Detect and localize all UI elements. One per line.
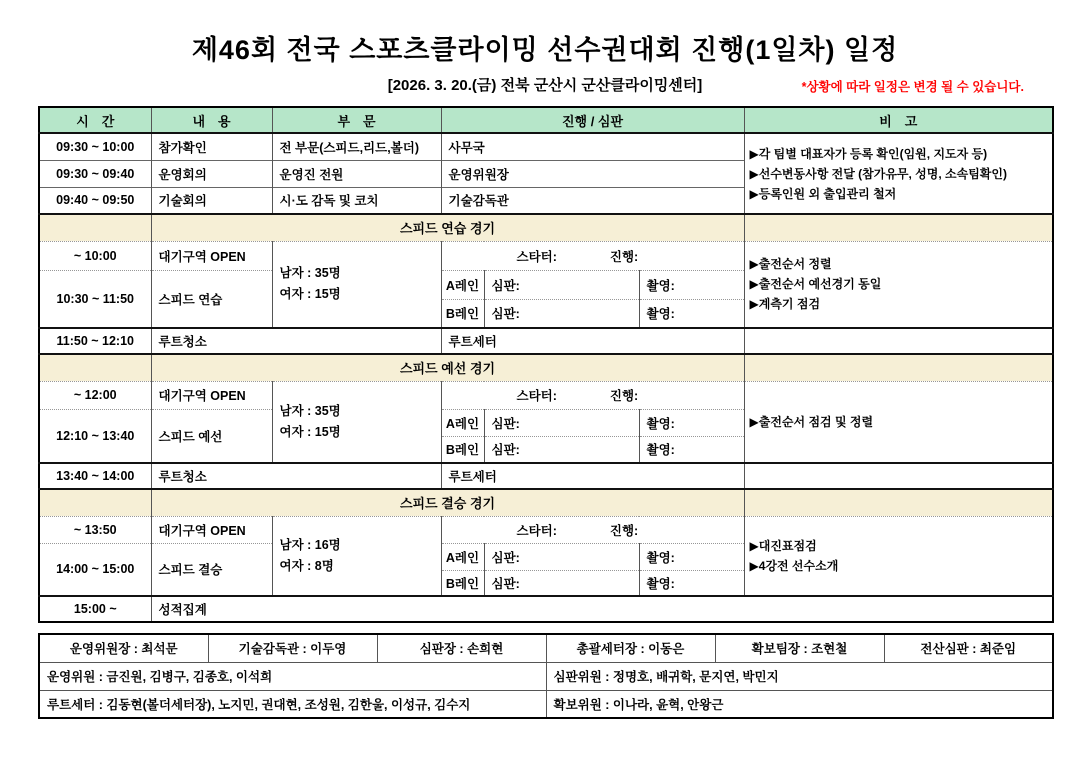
time-cell: 14:00 ~ 15:00 — [39, 543, 151, 596]
lane-b-cell: B레인 — [441, 299, 484, 328]
official-cell: 확보팀장 : 조현철 — [715, 634, 884, 662]
film-label-cell: 촬영: — [639, 543, 744, 570]
division-cell — [272, 516, 441, 596]
judge-label-cell: 심판: — [484, 409, 639, 436]
empty-cell — [744, 354, 1053, 381]
women-count: 여자 : 15명 — [279, 424, 341, 439]
content-cell: 성적집계 — [151, 596, 1053, 622]
film-label-cell: 촬영: — [639, 570, 744, 596]
note-line: ▶각 팀별 대표자가 등록 확인(임원, 지도자 등) — [749, 146, 988, 161]
film-label-cell: 촬영: — [639, 270, 744, 299]
official-cell: 확보위원 : 이나라, 윤혁, 안왕근 — [546, 690, 1053, 718]
page-title: 제46회 전국 스포츠클라이밍 선수권대회 진행(1일차) 일정 — [191, 35, 899, 65]
col-header-judge: 진행 / 심판 — [441, 107, 744, 133]
col-header-division: 부 문 — [272, 107, 441, 133]
judge-label-cell: 심판: — [484, 270, 639, 299]
starter-cell — [441, 241, 744, 270]
content-cell: 스피드 예선 — [151, 409, 272, 463]
content-cell: 루트청소 — [151, 328, 441, 354]
lane-b-cell: B레인 — [441, 436, 484, 463]
note-line: ▶선수변동사항 전달 (참가유무, 성명, 소속팀확인) — [749, 166, 1007, 181]
table-row — [39, 133, 1053, 160]
division-cell: 시·도 감독 및 코치 — [272, 187, 441, 214]
event-date-location: [2026. 3. 20.(금) 전북 군산시 군산클라이밍센터] — [387, 77, 703, 94]
content-cell: 대기구역 OPEN — [151, 381, 272, 409]
content-cell: 스피드 결승 — [151, 543, 272, 596]
officials-table — [38, 633, 1054, 719]
note-line: ▶4강전 선수소개 — [749, 558, 839, 573]
col-header-note: 비 고 — [744, 107, 1053, 133]
note-line: ▶출전순서 점검 및 정렬 — [749, 414, 874, 429]
official-cell: 전산심판 : 최준임 — [884, 634, 1053, 662]
official-cell: 운영위원 : 금진원, 김병구, 김종호, 이석희 — [39, 662, 546, 690]
lane-a-cell: A레인 — [441, 543, 484, 570]
film-label-cell: 촬영: — [639, 299, 744, 328]
time-cell: 12:10 ~ 13:40 — [39, 409, 151, 463]
division-cell — [272, 241, 441, 328]
section-banner-row — [39, 489, 1053, 516]
content-cell: 기술회의 — [151, 187, 272, 214]
officials-row — [39, 662, 1053, 690]
table-row — [39, 516, 1053, 543]
time-cell: 13:40 ~ 14:00 — [39, 463, 151, 489]
note-cell — [744, 516, 1053, 596]
lane-b-cell: B레인 — [441, 570, 484, 596]
judge-cell: 운영위원장 — [441, 160, 744, 187]
official-cell: 심판장 : 손희현 — [377, 634, 546, 662]
official-cell: 총괄세터장 : 이동은 — [546, 634, 715, 662]
film-label-cell: 촬영: — [639, 409, 744, 436]
run-label: 진행: — [609, 389, 639, 403]
empty-cell — [744, 463, 1053, 489]
note-cell — [744, 241, 1053, 328]
lane-a-cell: A레인 — [441, 270, 484, 299]
empty-cell — [744, 328, 1053, 354]
empty-cell — [39, 354, 151, 381]
starter-label: 스타터: — [516, 249, 557, 264]
table-row — [39, 381, 1053, 409]
note-line: ▶등록인원 외 출입관리 철저 — [749, 186, 897, 201]
content-cell: 루트청소 — [151, 463, 441, 489]
run-label: 진행: — [609, 523, 639, 538]
division-cell: 운영진 전원 — [272, 160, 441, 187]
starter-label: 스타터: — [516, 523, 557, 538]
time-cell: 09:40 ~ 09:50 — [39, 187, 151, 214]
time-cell: 09:30 ~ 10:00 — [39, 133, 151, 160]
content-cell: 스피드 연습 — [151, 270, 272, 328]
starter-cell — [441, 516, 744, 543]
content-cell: 대기구역 OPEN — [151, 241, 272, 270]
col-header-time: 시 간 — [39, 107, 151, 133]
note-line: ▶출전순서 정렬 — [749, 257, 832, 272]
time-cell: 11:50 ~ 12:10 — [39, 328, 151, 354]
judge-label-cell: 심판: — [484, 299, 639, 328]
change-notice: *상황에 따라 일정은 변경 될 수 있습니다. — [801, 80, 1024, 94]
content-cell: 대기구역 OPEN — [151, 516, 272, 543]
men-count: 남자 : 35명 — [279, 403, 341, 418]
header-row — [39, 107, 1053, 133]
time-cell: 09:30 ~ 09:40 — [39, 160, 151, 187]
run-label: 진행: — [609, 249, 639, 264]
judge-label-cell: 심판: — [484, 570, 639, 596]
starter-cell — [441, 381, 744, 409]
film-label-cell: 촬영: — [639, 436, 744, 463]
section-banner: 스피드 연습 경기 — [151, 214, 744, 241]
official-cell: 기술감독관 : 이두영 — [208, 634, 377, 662]
judge-cell: 사무국 — [441, 133, 744, 160]
content-cell: 참가확인 — [151, 133, 272, 160]
women-count: 여자 : 15명 — [279, 287, 341, 302]
table-row — [39, 596, 1053, 622]
men-count: 남자 : 16명 — [279, 537, 341, 552]
time-cell: ~ 10:00 — [39, 241, 151, 270]
judge-label-cell: 심판: — [484, 543, 639, 570]
time-cell: ~ 13:50 — [39, 516, 151, 543]
judge-cell: 기술감독관 — [441, 187, 744, 214]
women-count: 여자 : 8명 — [279, 558, 334, 573]
lane-a-cell: A레인 — [441, 409, 484, 436]
note-line: ▶대진표점검 — [749, 538, 817, 553]
table-row — [39, 328, 1053, 354]
time-cell: 10:30 ~ 11:50 — [39, 270, 151, 328]
empty-cell — [744, 214, 1053, 241]
officials-row — [39, 634, 1053, 662]
division-cell — [272, 381, 441, 463]
table-row — [39, 241, 1053, 270]
section-banner: 스피드 결승 경기 — [151, 489, 744, 516]
content-cell: 운영회의 — [151, 160, 272, 187]
official-cell: 심판위원 : 정명호, 배귀학, 문지연, 박민지 — [546, 662, 1053, 690]
judge-cell: 루트세터 — [441, 463, 744, 489]
officials-row — [39, 690, 1053, 718]
section-banner-row — [39, 214, 1053, 241]
starter-label: 스타터: — [516, 389, 557, 403]
time-cell: 15:00 ~ — [39, 596, 151, 622]
empty-cell — [39, 214, 151, 241]
empty-cell — [39, 489, 151, 516]
empty-cell — [744, 489, 1053, 516]
judge-label-cell: 심판: — [484, 436, 639, 463]
official-cell: 운영위원장 : 최석문 — [39, 634, 208, 662]
time-cell: ~ 12:00 — [39, 381, 151, 409]
schedule-table — [38, 106, 1054, 623]
col-header-content: 내 용 — [151, 107, 272, 133]
table-row — [39, 463, 1053, 489]
note-cell — [744, 381, 1053, 463]
judge-cell: 루트세터 — [441, 328, 744, 354]
men-count: 남자 : 35명 — [279, 266, 341, 281]
note-cell — [744, 133, 1053, 214]
note-line: ▶출전순서 예선경기 동일 — [749, 277, 882, 292]
section-banner-row — [39, 354, 1053, 381]
section-banner: 스피드 예선 경기 — [151, 354, 744, 381]
division-cell: 전 부문(스피드,리드,볼더) — [272, 133, 441, 160]
official-cell: 루트세터 : 김동현(볼더세터장), 노지민, 권대현, 조성원, 김한울, 이성규, 김수지 — [39, 690, 546, 718]
note-line: ▶계측기 점검 — [749, 297, 821, 312]
